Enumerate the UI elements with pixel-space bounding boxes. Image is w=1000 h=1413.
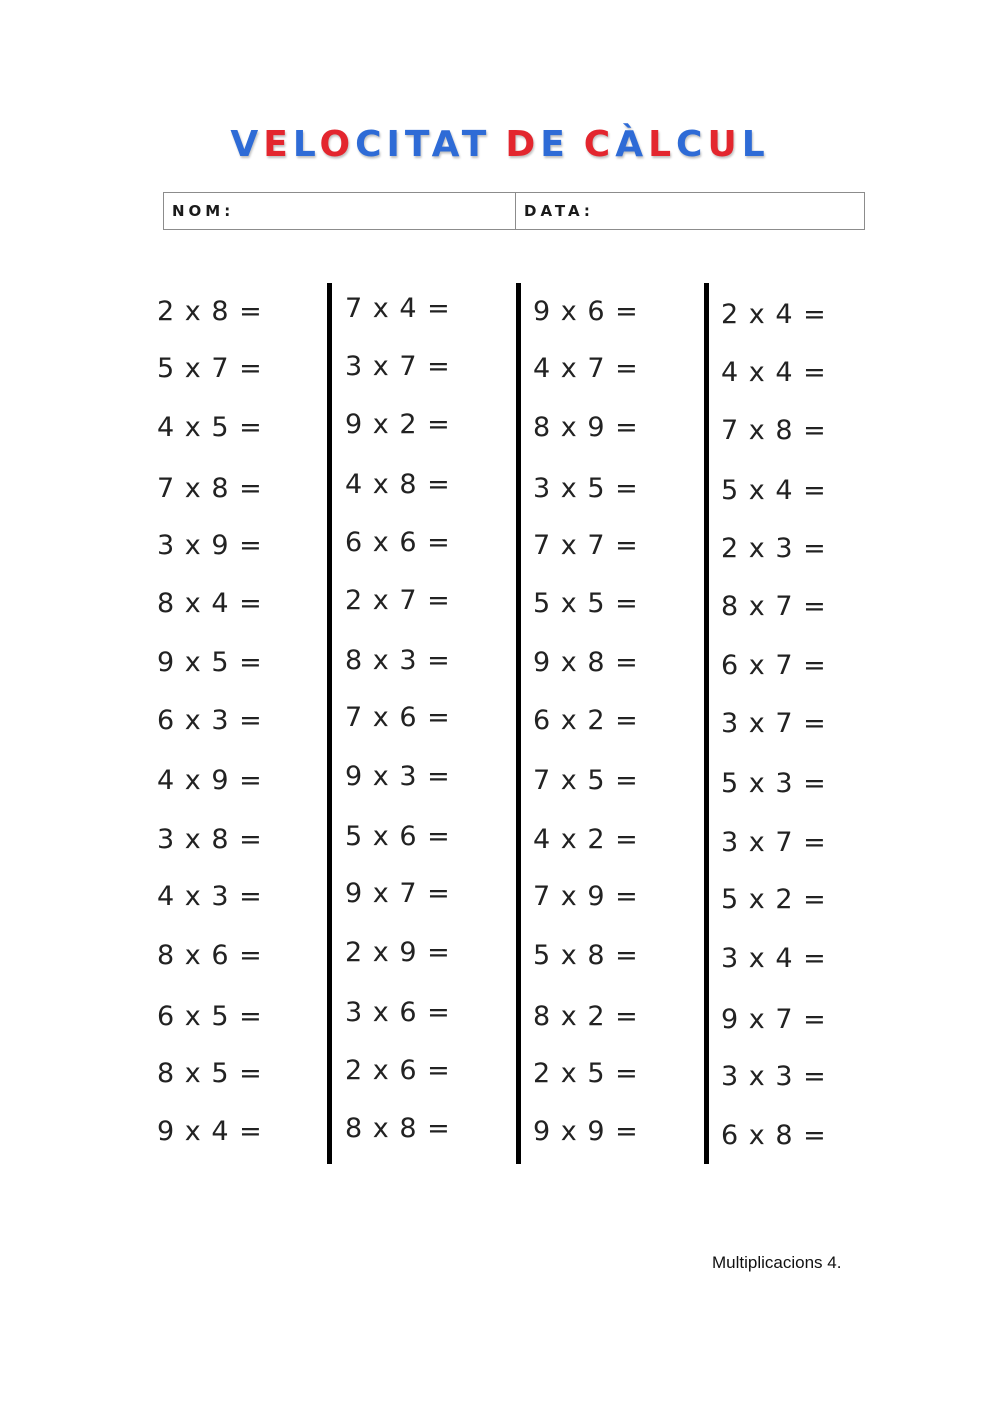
multiplication-problem: 8 x 2 = [533,1001,639,1032]
title-letter: T [461,124,492,165]
multiplication-problem: 7 x 4 = [345,293,451,324]
multiplication-problem: 4 x 3 = [157,881,263,912]
title-letter: D [505,124,541,165]
title-letter: À [615,124,649,165]
multiplication-problem: 9 x 7 = [345,878,451,909]
multiplication-problem: 4 x 2 = [533,824,639,855]
multiplication-problem: 9 x 5 = [157,647,263,678]
student-info-box [163,192,865,230]
title-letter: T [404,124,432,165]
multiplication-problem: 9 x 9 = [533,1116,639,1147]
multiplication-problem: 6 x 7 = [721,650,827,681]
multiplication-problem: 5 x 4 = [721,475,827,506]
multiplication-problem: 3 x 7 = [345,351,451,382]
title-letter: C [355,124,387,165]
multiplication-problem: 3 x 7 = [721,827,827,858]
multiplication-problem: 9 x 8 = [533,647,639,678]
multiplication-problem: 5 x 5 = [533,588,639,619]
multiplication-problem: 7 x 6 = [345,702,451,733]
multiplication-problem: 2 x 7 = [345,585,451,616]
column-divider [516,283,521,1164]
multiplication-problem: 7 x 8 = [721,415,827,446]
multiplication-problem: 6 x 8 = [721,1120,827,1151]
title-letter: L [292,124,320,165]
name-field[interactable] [164,193,516,229]
multiplication-problem: 2 x 6 = [345,1055,451,1086]
multiplication-problem: 9 x 6 = [533,296,639,327]
multiplication-problem: 5 x 8 = [533,940,639,971]
title-letter: V [230,124,264,165]
title-letter: L [741,124,770,165]
multiplication-problem: 9 x 7 = [721,1004,827,1035]
multiplication-problem: 9 x 3 = [345,761,451,792]
page-title [0,124,1000,165]
multiplication-problem: 3 x 4 = [721,943,827,974]
multiplication-problem: 7 x 9 = [533,881,639,912]
multiplication-problem: 4 x 5 = [157,412,263,443]
multiplication-problem: 8 x 3 = [345,645,451,676]
multiplication-problem: 8 x 9 = [533,412,639,443]
multiplication-problem: 5 x 3 = [721,768,827,799]
title-letter: O [319,124,356,165]
name-label: NOM: [172,202,235,220]
multiplication-problem: 6 x 2 = [533,705,639,736]
multiplication-problem: 6 x 6 = [345,527,451,558]
column-divider [704,283,709,1164]
multiplication-problem: 7 x 8 = [157,473,263,504]
multiplication-problem: 5 x 6 = [345,821,451,852]
multiplication-problem: 2 x 8 = [157,296,263,327]
title-letter: I [386,124,405,165]
multiplication-problem: 3 x 8 = [157,824,263,855]
date-label: DATA: [524,202,594,220]
multiplication-problem: 4 x 9 = [157,765,263,796]
multiplication-problem: 4 x 8 = [345,469,451,500]
multiplication-problem: 5 x 7 = [157,353,263,384]
multiplication-problem: 3 x 9 = [157,530,263,561]
multiplication-problem: 2 x 9 = [345,937,451,968]
multiplication-problem: 8 x 6 = [157,940,263,971]
multiplication-problem: 9 x 2 = [345,409,451,440]
title-letter: E [263,124,293,165]
multiplication-problem: 5 x 2 = [721,884,827,915]
multiplication-problem: 3 x 7 = [721,708,827,739]
title-letter: A [431,124,462,165]
multiplication-problem: 7 x 7 = [533,530,639,561]
title-letter: U [707,124,742,165]
multiplication-problem: 7 x 5 = [533,765,639,796]
title-letter: L [648,124,677,165]
multiplication-problem: 3 x 3 = [721,1061,827,1092]
multiplication-problem: 2 x 5 = [533,1058,639,1089]
multiplication-problem: 8 x 8 = [345,1113,451,1144]
multiplication-problem: 8 x 4 = [157,588,263,619]
multiplication-problem: 4 x 4 = [721,357,827,388]
title-letter: C [676,124,708,165]
multiplication-problem: 4 x 7 = [533,353,639,384]
title-letter: C [583,124,616,165]
title-letter: E [540,124,570,165]
multiplication-problem: 8 x 5 = [157,1058,263,1089]
multiplication-problem: 6 x 5 = [157,1001,263,1032]
multiplication-problem: 3 x 6 = [345,997,451,1028]
multiplication-problem: 6 x 3 = [157,705,263,736]
worksheet-footer: Multiplicacions 4. [712,1253,842,1272]
multiplication-problem: 9 x 4 = [157,1116,263,1147]
date-field[interactable] [516,193,864,229]
multiplication-problem: 8 x 7 = [721,591,827,622]
multiplication-problem: 2 x 4 = [721,299,827,330]
multiplication-problem: 3 x 5 = [533,473,639,504]
column-divider [327,283,332,1164]
multiplication-problem: 2 x 3 = [721,533,827,564]
